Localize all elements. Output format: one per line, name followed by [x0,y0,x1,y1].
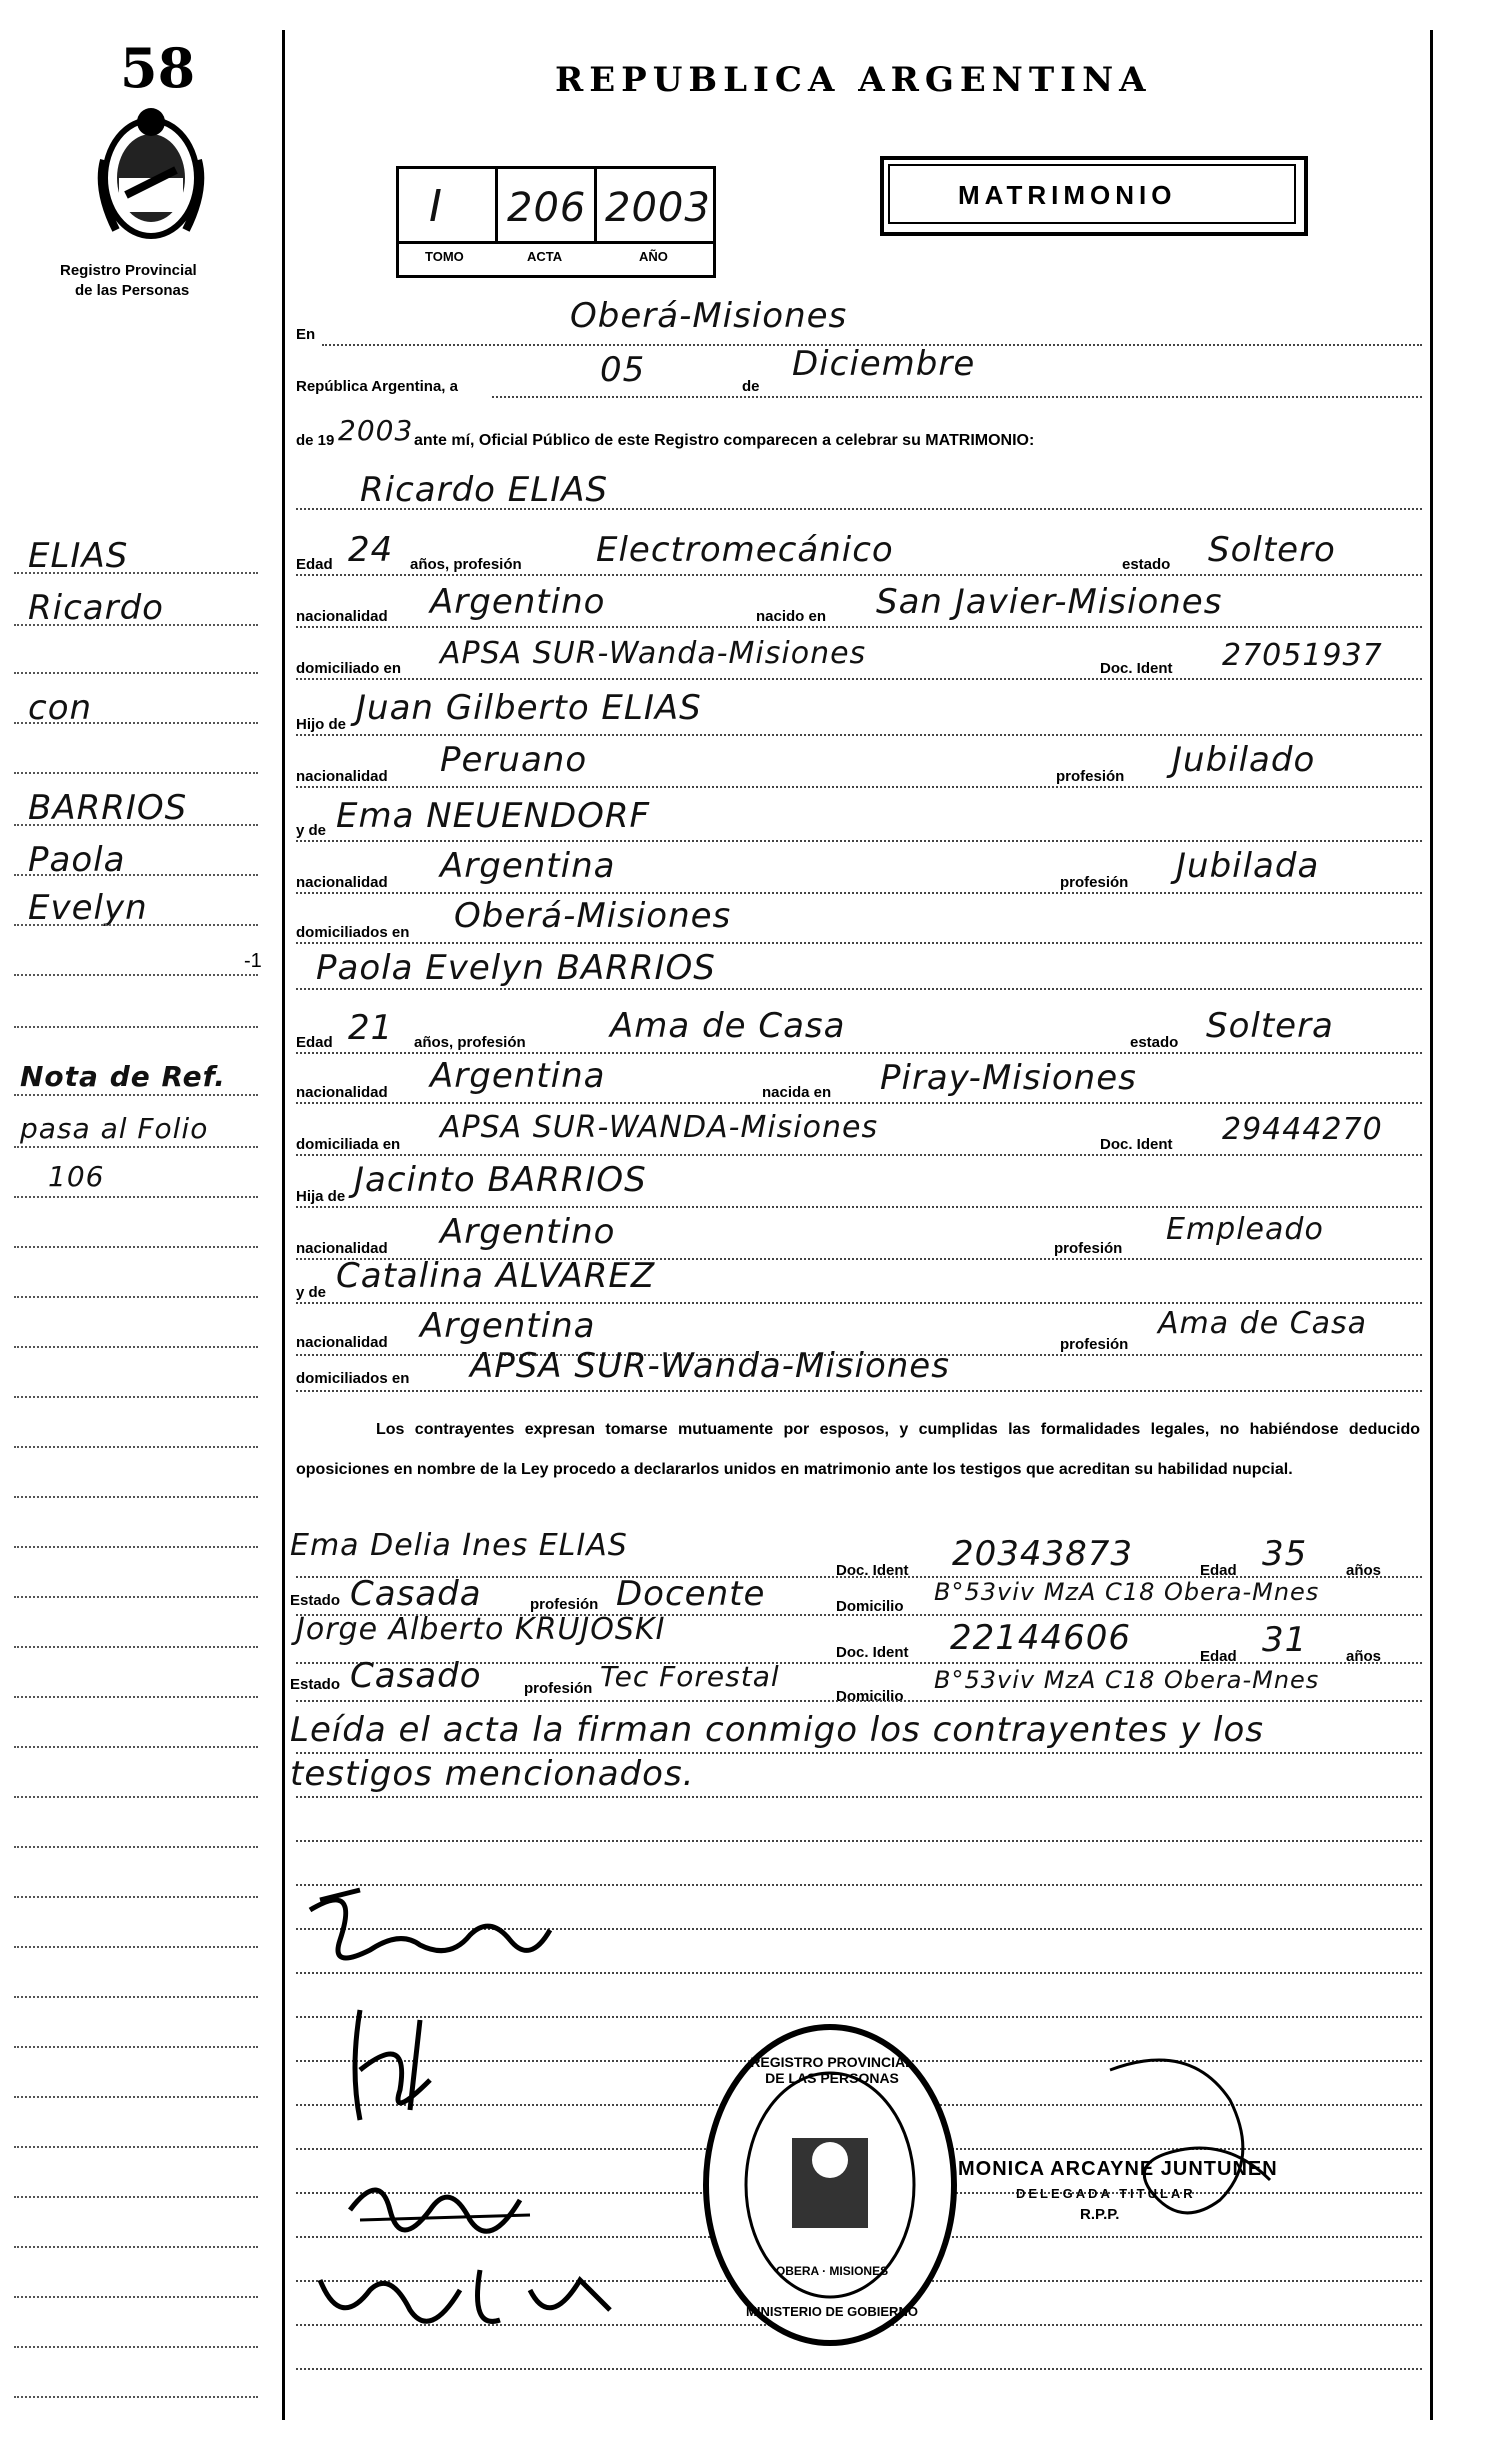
bride-hija-label: Hija de [296,1188,346,1205]
witness2-age: 31 [1262,1620,1308,1660]
margin-con: con [28,688,93,728]
official-office: R.P.P. [1080,2206,1120,2223]
bride-profession: Ama de Casa [610,1006,846,1046]
groom-status: Soltero [1208,530,1336,570]
groom-signature [300,1870,560,1980]
bride-yde-label: y de [296,1284,327,1301]
groom-nacido-label: nacido en [756,608,827,625]
groom-name: Ricardo ELIAS [360,470,609,510]
acta-value: 206 [507,185,587,231]
bride-father-prof-label: profesión [1054,1240,1123,1257]
witness2-anos-label: años [1346,1648,1382,1665]
groom-domicilio-label: domiciliado en [296,660,402,677]
bride-nac-label: nacionalidad [296,1084,388,1101]
margin-note-line3: 106 [48,1160,105,1193]
bride-age: 21 [348,1008,394,1048]
acta-label: ACTA [527,249,563,264]
margin-bride-name1: Paola [28,840,126,880]
witness2-address: B°53viv MzA C18 Obera-Mnes [934,1666,1320,1694]
official-name: MONICA ARCAYNE JUNTUNEN [958,2158,1278,2180]
groom-estado-label: estado [1122,556,1171,573]
right-page-border [1430,30,1433,2420]
bride-name: Paola Evelyn BARRIOS [316,948,716,988]
witness2-doc-label: Doc. Ident [836,1644,909,1661]
witness1-status: Casada [350,1574,482,1614]
left-margin-border [282,30,285,2420]
month-value: Diciembre [792,344,976,384]
groom-father-nationality: Peruano [440,740,588,780]
groom-profession: Electromecánico [596,530,894,570]
margin-note-line2: pasa al Folio [20,1112,209,1145]
bride-doc-id: 29444270 [1222,1112,1383,1147]
republica-label: República Argentina, a [296,378,458,395]
groom-address: APSA SUR-Wanda-Misiones [440,636,867,671]
place-value: Oberá-Misiones [570,296,848,336]
country-title: REPUBLICA ARGENTINA [555,60,1152,100]
ano-label: AÑO [639,249,668,264]
bride-nacida-label: nacida en [762,1084,832,1101]
tomo-value: I [429,181,443,232]
margin-mark: -1 [244,950,262,972]
registry-name-line2: de las Personas [75,282,190,299]
groom-profesion-label: años, profesión [410,556,522,573]
witness1-dom-label: Domicilio [836,1598,904,1615]
margin-bride-name2: Evelyn [28,888,148,928]
groom-doc-label: Doc. Ident [1100,660,1173,677]
groom-yde-label: y de [296,822,327,839]
witness1-prof-label: profesión [530,1596,599,1613]
groom-hijo-label: Hijo de [296,716,347,733]
de-label: de [742,378,760,395]
groom-birthplace: San Javier-Misiones [876,582,1223,622]
groom-mother: Ema NEUENDORF [336,796,651,836]
year-prefix: de 19 [296,432,335,449]
registry-name-line1: Registro Provincial [60,262,197,279]
bride-parents-address: APSA SUR-Wanda-Misiones [470,1346,950,1386]
groom-father-prof-label: profesión [1056,768,1125,785]
bride-mother-nac-label: nacionalidad [296,1334,388,1351]
bride-birthplace: Piray-Misiones [880,1058,1137,1098]
tomo-label: TOMO [425,249,464,264]
seal-city: OBERA · MISIONES [775,2264,889,2278]
groom-father-nac-label: nacionalidad [296,768,388,785]
bride-estado-label: estado [1130,1034,1179,1051]
officer-signature [330,2000,470,2130]
groom-nationality: Argentino [430,582,606,622]
margin-bride-surname: BARRIOS [28,788,188,828]
official-title: DELEGADA TITULAR [1016,2186,1196,2201]
en-label: En [296,326,316,343]
coat-of-arms-icon [86,100,216,250]
bride-edad-label: Edad [296,1034,333,1051]
witness2-name: Jorge Alberto KRUJOSKI [296,1612,666,1647]
bride-father-nac-label: nacionalidad [296,1240,388,1257]
witness1-edad-label: Edad [1200,1562,1237,1579]
seal-text: REGISTRO PROVINCIAL DE LAS PERSONAS [750,2054,914,2086]
witness2-prof-label: profesión [524,1680,593,1697]
bride-status: Soltera [1206,1006,1334,1046]
groom-mother-prof-label: profesión [1060,874,1129,891]
bride-father-profession: Empleado [1166,1212,1324,1247]
page-number: 58 [120,36,196,100]
bride-nationality: Argentina [430,1056,606,1096]
bride-dom-label: domiciliada en [296,1136,401,1153]
declaration-text: Los contrayentes expresan tomarse mutuamente por esposos, y cumplidas las formalidades legales, no habiéndose deducido oposiciones en nombre de la Ley procedo a declararlos unidos en matrimonio ante los testigos que acreditan su habilidad nupcial. [296,1421,1420,1478]
bride-mother: Catalina ALVAREZ [336,1256,656,1296]
margin-groom-surname: ELIAS [28,536,129,576]
witness1-doc-id: 20343873 [952,1534,1134,1574]
groom-mother-nationality: Argentina [440,846,616,886]
witness1-address: B°53viv MzA C18 Obera-Mnes [934,1578,1320,1606]
witness1-anos-label: años [1346,1562,1382,1579]
groom-age: 24 [348,530,394,570]
groom-doc-id: 27051937 [1222,638,1383,673]
groom-mother-nac-label: nacionalidad [296,874,388,891]
witness2-profession: Tec Forestal [600,1660,780,1693]
groom-mother-profession: Jubilada [1176,846,1320,886]
groom-parents-address: Oberá-Misiones [454,896,732,936]
witness1-doc-label: Doc. Ident [836,1562,909,1579]
witness2-doc-id: 22144606 [950,1618,1132,1658]
doc-type-title: MATRIMONIO [958,180,1177,210]
groom-nacionalidad-label: nacionalidad [296,608,388,625]
bride-profesion-label: años, profesión [414,1034,526,1051]
bride-mother-nationality: Argentina [420,1306,596,1346]
witness2-estado-label: Estado [290,1676,341,1693]
year-value: 2003 [338,414,414,447]
ano-value: 2003 [605,185,711,231]
bride-father: Jacinto BARRIOS [354,1160,647,1200]
witness1-name: Ema Delia Ines ELIAS [290,1528,628,1563]
groom-father: Juan Gilberto ELIAS [356,688,702,728]
bride-father-nationality: Argentino [440,1212,616,1252]
day-value: 05 [600,350,646,390]
groom-father-profession: Jubilado [1172,740,1316,780]
bride-address: APSA SUR-WANDA-Misiones [440,1110,879,1145]
witness1-estado-label: Estado [290,1592,341,1609]
bride-doc-label: Doc. Ident [1100,1136,1173,1153]
seal-bottom-text: MINISTERIO DE GOBIERNO [746,2304,918,2319]
margin-groom-firstname: Ricardo [28,588,164,628]
witness1-signature [340,2160,540,2260]
bride-mother-prof-label: profesión [1060,1336,1129,1353]
witness2-signature [310,2250,630,2340]
groom-edad-label: Edad [296,556,333,573]
witness1-profession: Docente [616,1574,766,1614]
appearance-text: ante mí, Oficial Público de este Registro comparecen a celebrar su MATRIMONIO: [414,432,1035,449]
groom-parents-dom-label: domiciliados en [296,924,410,941]
record-box [396,166,716,278]
margin-note-line1: Nota de Ref. [20,1060,226,1093]
witness1-age: 35 [1262,1534,1308,1574]
witness2-edad-label: Edad [1200,1648,1237,1665]
closing-text: Leída el acta la firman conmigo los contrayentes y los testigos mencionados. [290,1710,1265,1794]
bride-mother-profession: Ama de Casa [1158,1306,1368,1341]
witness2-status: Casado [350,1656,482,1696]
witness2-dom-label: Domicilio [836,1688,904,1705]
bride-parents-dom-label: domiciliados en [296,1370,410,1387]
